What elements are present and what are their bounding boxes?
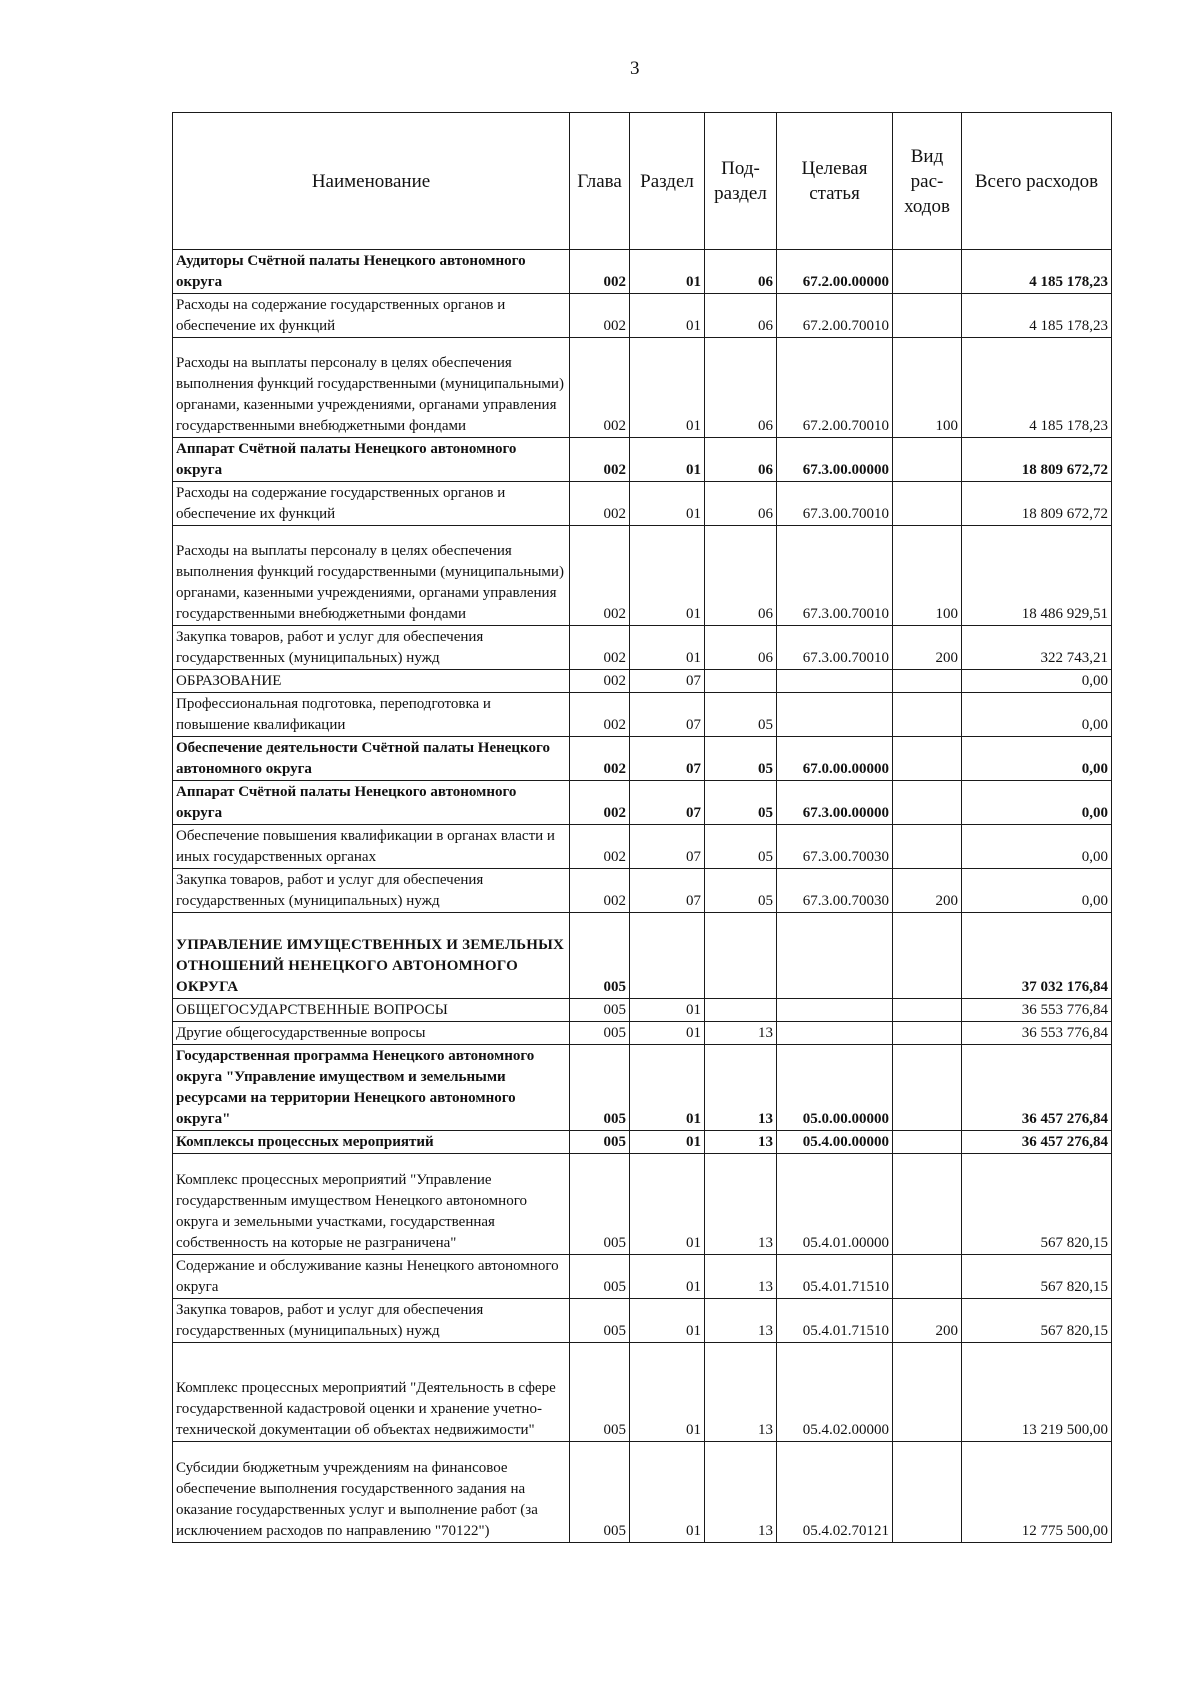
cell-podrazdel: 13: [705, 1022, 777, 1045]
cell-name: Аудиторы Счётной палаты Ненецкого автономного округа: [173, 250, 570, 294]
cell-razdel: 01: [630, 1343, 705, 1442]
page-number: 3: [630, 58, 640, 79]
cell-podrazdel: 05: [705, 781, 777, 825]
cell-podrazdel: 13: [705, 1131, 777, 1154]
cell-glava: 005: [570, 1299, 630, 1343]
cell-vid: 100: [893, 338, 962, 438]
cell-celevaya: 67.3.00.00000: [777, 781, 893, 825]
cell-total: 12 775 500,00: [962, 1442, 1112, 1543]
cell-vid: [893, 1154, 962, 1255]
budget-table: [172, 112, 1112, 1543]
cell-razdel: 07: [630, 737, 705, 781]
cell-podrazdel: 06: [705, 626, 777, 670]
cell-razdel: 01: [630, 438, 705, 482]
cell-total: 13 219 500,00: [962, 1343, 1112, 1442]
cell-glava: 005: [570, 999, 630, 1022]
cell-total: 36 553 776,84: [962, 999, 1112, 1022]
table-row: [173, 1131, 1112, 1154]
cell-name: Другие общегосударственные вопросы: [173, 1022, 570, 1045]
cell-vid: [893, 1255, 962, 1299]
cell-vid: [893, 1343, 962, 1442]
cell-glava: 005: [570, 1154, 630, 1255]
table-row: [173, 913, 1112, 999]
cell-razdel: 01: [630, 294, 705, 338]
cell-razdel: 07: [630, 781, 705, 825]
cell-glava: 005: [570, 1045, 630, 1131]
cell-total: 36 457 276,84: [962, 1131, 1112, 1154]
cell-razdel: 01: [630, 338, 705, 438]
cell-glava: 005: [570, 1442, 630, 1543]
cell-celevaya: [777, 670, 893, 693]
cell-razdel: 01: [630, 1154, 705, 1255]
cell-name: Комплекс процессных мероприятий "Деятельность в сфере государственной кадастровой оценки и хранение учетно-технической документации об объектах недвижимости": [173, 1343, 570, 1442]
cell-total: 567 820,15: [962, 1299, 1112, 1343]
cell-vid: [893, 1442, 962, 1543]
table-row: [173, 999, 1112, 1022]
cell-podrazdel: 13: [705, 1255, 777, 1299]
table-body: [173, 250, 1112, 1543]
cell-razdel: 01: [630, 526, 705, 626]
cell-total: 37 032 176,84: [962, 913, 1112, 999]
cell-vid: [893, 999, 962, 1022]
cell-vid: [893, 482, 962, 526]
cell-total: 567 820,15: [962, 1154, 1112, 1255]
cell-name: Расходы на содержание государственных органов и обеспечение их функций: [173, 294, 570, 338]
cell-total: 0,00: [962, 825, 1112, 869]
cell-vid: [893, 250, 962, 294]
cell-total: 567 820,15: [962, 1255, 1112, 1299]
cell-podrazdel: 05: [705, 869, 777, 913]
cell-vid: 200: [893, 1299, 962, 1343]
cell-name: ОБРАЗОВАНИЕ: [173, 670, 570, 693]
cell-vid: [893, 913, 962, 999]
cell-celevaya: 05.4.01.71510: [777, 1255, 893, 1299]
cell-total: 36 457 276,84: [962, 1045, 1112, 1131]
cell-celevaya: 67.2.00.00000: [777, 250, 893, 294]
table-row: [173, 1299, 1112, 1343]
table-row: [173, 1442, 1112, 1543]
cell-glava: 005: [570, 913, 630, 999]
table-row: [173, 1343, 1112, 1442]
cell-podrazdel: 13: [705, 1299, 777, 1343]
cell-total: 4 185 178,23: [962, 294, 1112, 338]
header-celevaya: Целевая статья: [777, 113, 893, 250]
cell-name: Комплекс процессных мероприятий "Управление государственным имуществом Ненецкого автономного округа и земельными участками, государственная собственность на которые не разграничена": [173, 1154, 570, 1255]
cell-podrazdel: 06: [705, 294, 777, 338]
cell-razdel: [630, 913, 705, 999]
cell-vid: [893, 1022, 962, 1045]
cell-name: Аппарат Счётной палаты Ненецкого автономного округа: [173, 438, 570, 482]
cell-total: 18 809 672,72: [962, 438, 1112, 482]
cell-name: Обеспечение повышения квалификации в органах власти и иных государственных органах: [173, 825, 570, 869]
cell-razdel: 07: [630, 869, 705, 913]
cell-total: 18 486 929,51: [962, 526, 1112, 626]
cell-vid: [893, 737, 962, 781]
cell-glava: 005: [570, 1255, 630, 1299]
cell-podrazdel: 06: [705, 526, 777, 626]
cell-celevaya: 05.4.01.71510: [777, 1299, 893, 1343]
cell-celevaya: 05.4.02.00000: [777, 1343, 893, 1442]
table-row: [173, 1022, 1112, 1045]
cell-glava: 005: [570, 1131, 630, 1154]
cell-razdel: 01: [630, 1255, 705, 1299]
cell-vid: 200: [893, 869, 962, 913]
cell-name: Закупка товаров, работ и услуг для обеспечения государственных (муниципальных) нужд: [173, 869, 570, 913]
cell-razdel: 07: [630, 693, 705, 737]
cell-total: 4 185 178,23: [962, 338, 1112, 438]
cell-celevaya: [777, 693, 893, 737]
table-row: [173, 338, 1112, 438]
cell-podrazdel: 06: [705, 250, 777, 294]
cell-podrazdel: 05: [705, 825, 777, 869]
cell-celevaya: 67.3.00.70010: [777, 626, 893, 670]
cell-total: 0,00: [962, 670, 1112, 693]
cell-podrazdel: 13: [705, 1442, 777, 1543]
cell-name: Профессиональная подготовка, переподготовка и повышение квалификации: [173, 693, 570, 737]
table-row: [173, 482, 1112, 526]
cell-celevaya: 67.3.00.00000: [777, 438, 893, 482]
cell-celevaya: 67.3.00.70030: [777, 869, 893, 913]
cell-vid: [893, 1131, 962, 1154]
cell-celevaya: [777, 1022, 893, 1045]
cell-vid: [893, 825, 962, 869]
cell-podrazdel: [705, 913, 777, 999]
cell-glava: 002: [570, 670, 630, 693]
cell-total: 0,00: [962, 737, 1112, 781]
table-row: [173, 693, 1112, 737]
cell-podrazdel: 06: [705, 438, 777, 482]
table-row: [173, 1045, 1112, 1131]
cell-glava: 002: [570, 294, 630, 338]
table-row: [173, 869, 1112, 913]
cell-glava: 002: [570, 825, 630, 869]
cell-glava: 002: [570, 869, 630, 913]
table-row: [173, 781, 1112, 825]
cell-razdel: 01: [630, 626, 705, 670]
cell-celevaya: [777, 913, 893, 999]
cell-razdel: 01: [630, 1299, 705, 1343]
cell-podrazdel: 13: [705, 1045, 777, 1131]
cell-vid: [893, 294, 962, 338]
cell-glava: 002: [570, 250, 630, 294]
cell-total: 36 553 776,84: [962, 1022, 1112, 1045]
cell-razdel: 01: [630, 482, 705, 526]
table-row: [173, 250, 1112, 294]
table-header-row: [173, 113, 1112, 250]
cell-name: Комплексы процессных мероприятий: [173, 1131, 570, 1154]
cell-razdel: 07: [630, 670, 705, 693]
cell-celevaya: 05.0.00.00000: [777, 1045, 893, 1131]
cell-name: Государственная программа Ненецкого автономного округа "Управление имуществом и земельными ресурсами на территории Ненецкого автономного округа": [173, 1045, 570, 1131]
cell-celevaya: 67.0.00.00000: [777, 737, 893, 781]
cell-vid: 100: [893, 526, 962, 626]
cell-celevaya: 67.3.00.70010: [777, 482, 893, 526]
cell-total: 0,00: [962, 781, 1112, 825]
cell-name: Закупка товаров, работ и услуг для обеспечения государственных (муниципальных) нужд: [173, 626, 570, 670]
cell-glava: 002: [570, 781, 630, 825]
cell-vid: [893, 693, 962, 737]
table-row: [173, 438, 1112, 482]
cell-glava: 002: [570, 737, 630, 781]
cell-name: Субсидии бюджетным учреждениям на финансовое обеспечение выполнения государственного задания на оказание государственных услуг и выполнение работ (за исключением расходов по направлению "70122"): [173, 1442, 570, 1543]
header-total: Всего расходов: [962, 113, 1112, 250]
cell-razdel: 01: [630, 1022, 705, 1045]
header-razdel: Раздел: [630, 113, 705, 250]
header-podrazdel: Под-раздел: [705, 113, 777, 250]
cell-razdel: 01: [630, 1131, 705, 1154]
cell-celevaya: 05.4.01.00000: [777, 1154, 893, 1255]
cell-podrazdel: 05: [705, 693, 777, 737]
header-vid: Вид рас-ходов: [893, 113, 962, 250]
cell-name: Аппарат Счётной палаты Ненецкого автономного округа: [173, 781, 570, 825]
cell-podrazdel: [705, 670, 777, 693]
cell-podrazdel: [705, 999, 777, 1022]
table-row: [173, 526, 1112, 626]
cell-razdel: 01: [630, 1442, 705, 1543]
cell-name: ОБЩЕГОСУДАРСТВЕННЫЕ ВОПРОСЫ: [173, 999, 570, 1022]
cell-razdel: 01: [630, 999, 705, 1022]
cell-name: Расходы на выплаты персоналу в целях обеспечения выполнения функций государственными (муниципальными) органами, казенными учреждениями, органами управления государственными внебюджетными фондами: [173, 526, 570, 626]
cell-podrazdel: 06: [705, 338, 777, 438]
cell-glava: 002: [570, 693, 630, 737]
table-row: [173, 626, 1112, 670]
cell-name: Расходы на выплаты персоналу в целях обеспечения выполнения функций государственными (муниципальными) органами, казенными учреждениями, органами управления государственными внебюджетными фондами: [173, 338, 570, 438]
cell-name: Закупка товаров, работ и услуг для обеспечения государственных (муниципальных) нужд: [173, 1299, 570, 1343]
cell-vid: [893, 438, 962, 482]
header-name: Наименование: [173, 113, 570, 250]
cell-vid: [893, 670, 962, 693]
table-row: [173, 294, 1112, 338]
cell-name: Обеспечение деятельности Счётной палаты Ненецкого автономного округа: [173, 737, 570, 781]
cell-glava: 002: [570, 482, 630, 526]
cell-glava: 002: [570, 526, 630, 626]
cell-razdel: 07: [630, 825, 705, 869]
cell-celevaya: [777, 999, 893, 1022]
cell-podrazdel: 06: [705, 482, 777, 526]
table-row: [173, 737, 1112, 781]
cell-total: 0,00: [962, 693, 1112, 737]
cell-celevaya: 05.4.00.00000: [777, 1131, 893, 1154]
cell-celevaya: 05.4.02.70121: [777, 1442, 893, 1543]
cell-podrazdel: 05: [705, 737, 777, 781]
cell-name: Содержание и обслуживание казны Ненецкого автономного округа: [173, 1255, 570, 1299]
cell-celevaya: 67.3.00.70030: [777, 825, 893, 869]
header-glava: Глава: [570, 113, 630, 250]
cell-razdel: 01: [630, 250, 705, 294]
cell-total: 18 809 672,72: [962, 482, 1112, 526]
cell-glava: 002: [570, 626, 630, 670]
cell-glava: 002: [570, 338, 630, 438]
cell-podrazdel: 13: [705, 1154, 777, 1255]
cell-celevaya: 67.2.00.70010: [777, 338, 893, 438]
table-row: [173, 1255, 1112, 1299]
cell-podrazdel: 13: [705, 1343, 777, 1442]
cell-total: 0,00: [962, 869, 1112, 913]
table-row: [173, 825, 1112, 869]
cell-vid: [893, 1045, 962, 1131]
cell-razdel: 01: [630, 1045, 705, 1131]
cell-glava: 005: [570, 1022, 630, 1045]
cell-celevaya: 67.2.00.70010: [777, 294, 893, 338]
cell-vid: [893, 781, 962, 825]
table-row: [173, 670, 1112, 693]
cell-total: 4 185 178,23: [962, 250, 1112, 294]
cell-name: Расходы на содержание государственных органов и обеспечение их функций: [173, 482, 570, 526]
cell-celevaya: 67.3.00.70010: [777, 526, 893, 626]
cell-name: УПРАВЛЕНИЕ ИМУЩЕСТВЕННЫХ И ЗЕМЕЛЬНЫХ ОТНОШЕНИЙ НЕНЕЦКОГО АВТОНОМНОГО ОКРУГА: [173, 913, 570, 999]
cell-glava: 002: [570, 438, 630, 482]
table-row: [173, 1154, 1112, 1255]
cell-glava: 005: [570, 1343, 630, 1442]
cell-total: 322 743,21: [962, 626, 1112, 670]
cell-vid: 200: [893, 626, 962, 670]
